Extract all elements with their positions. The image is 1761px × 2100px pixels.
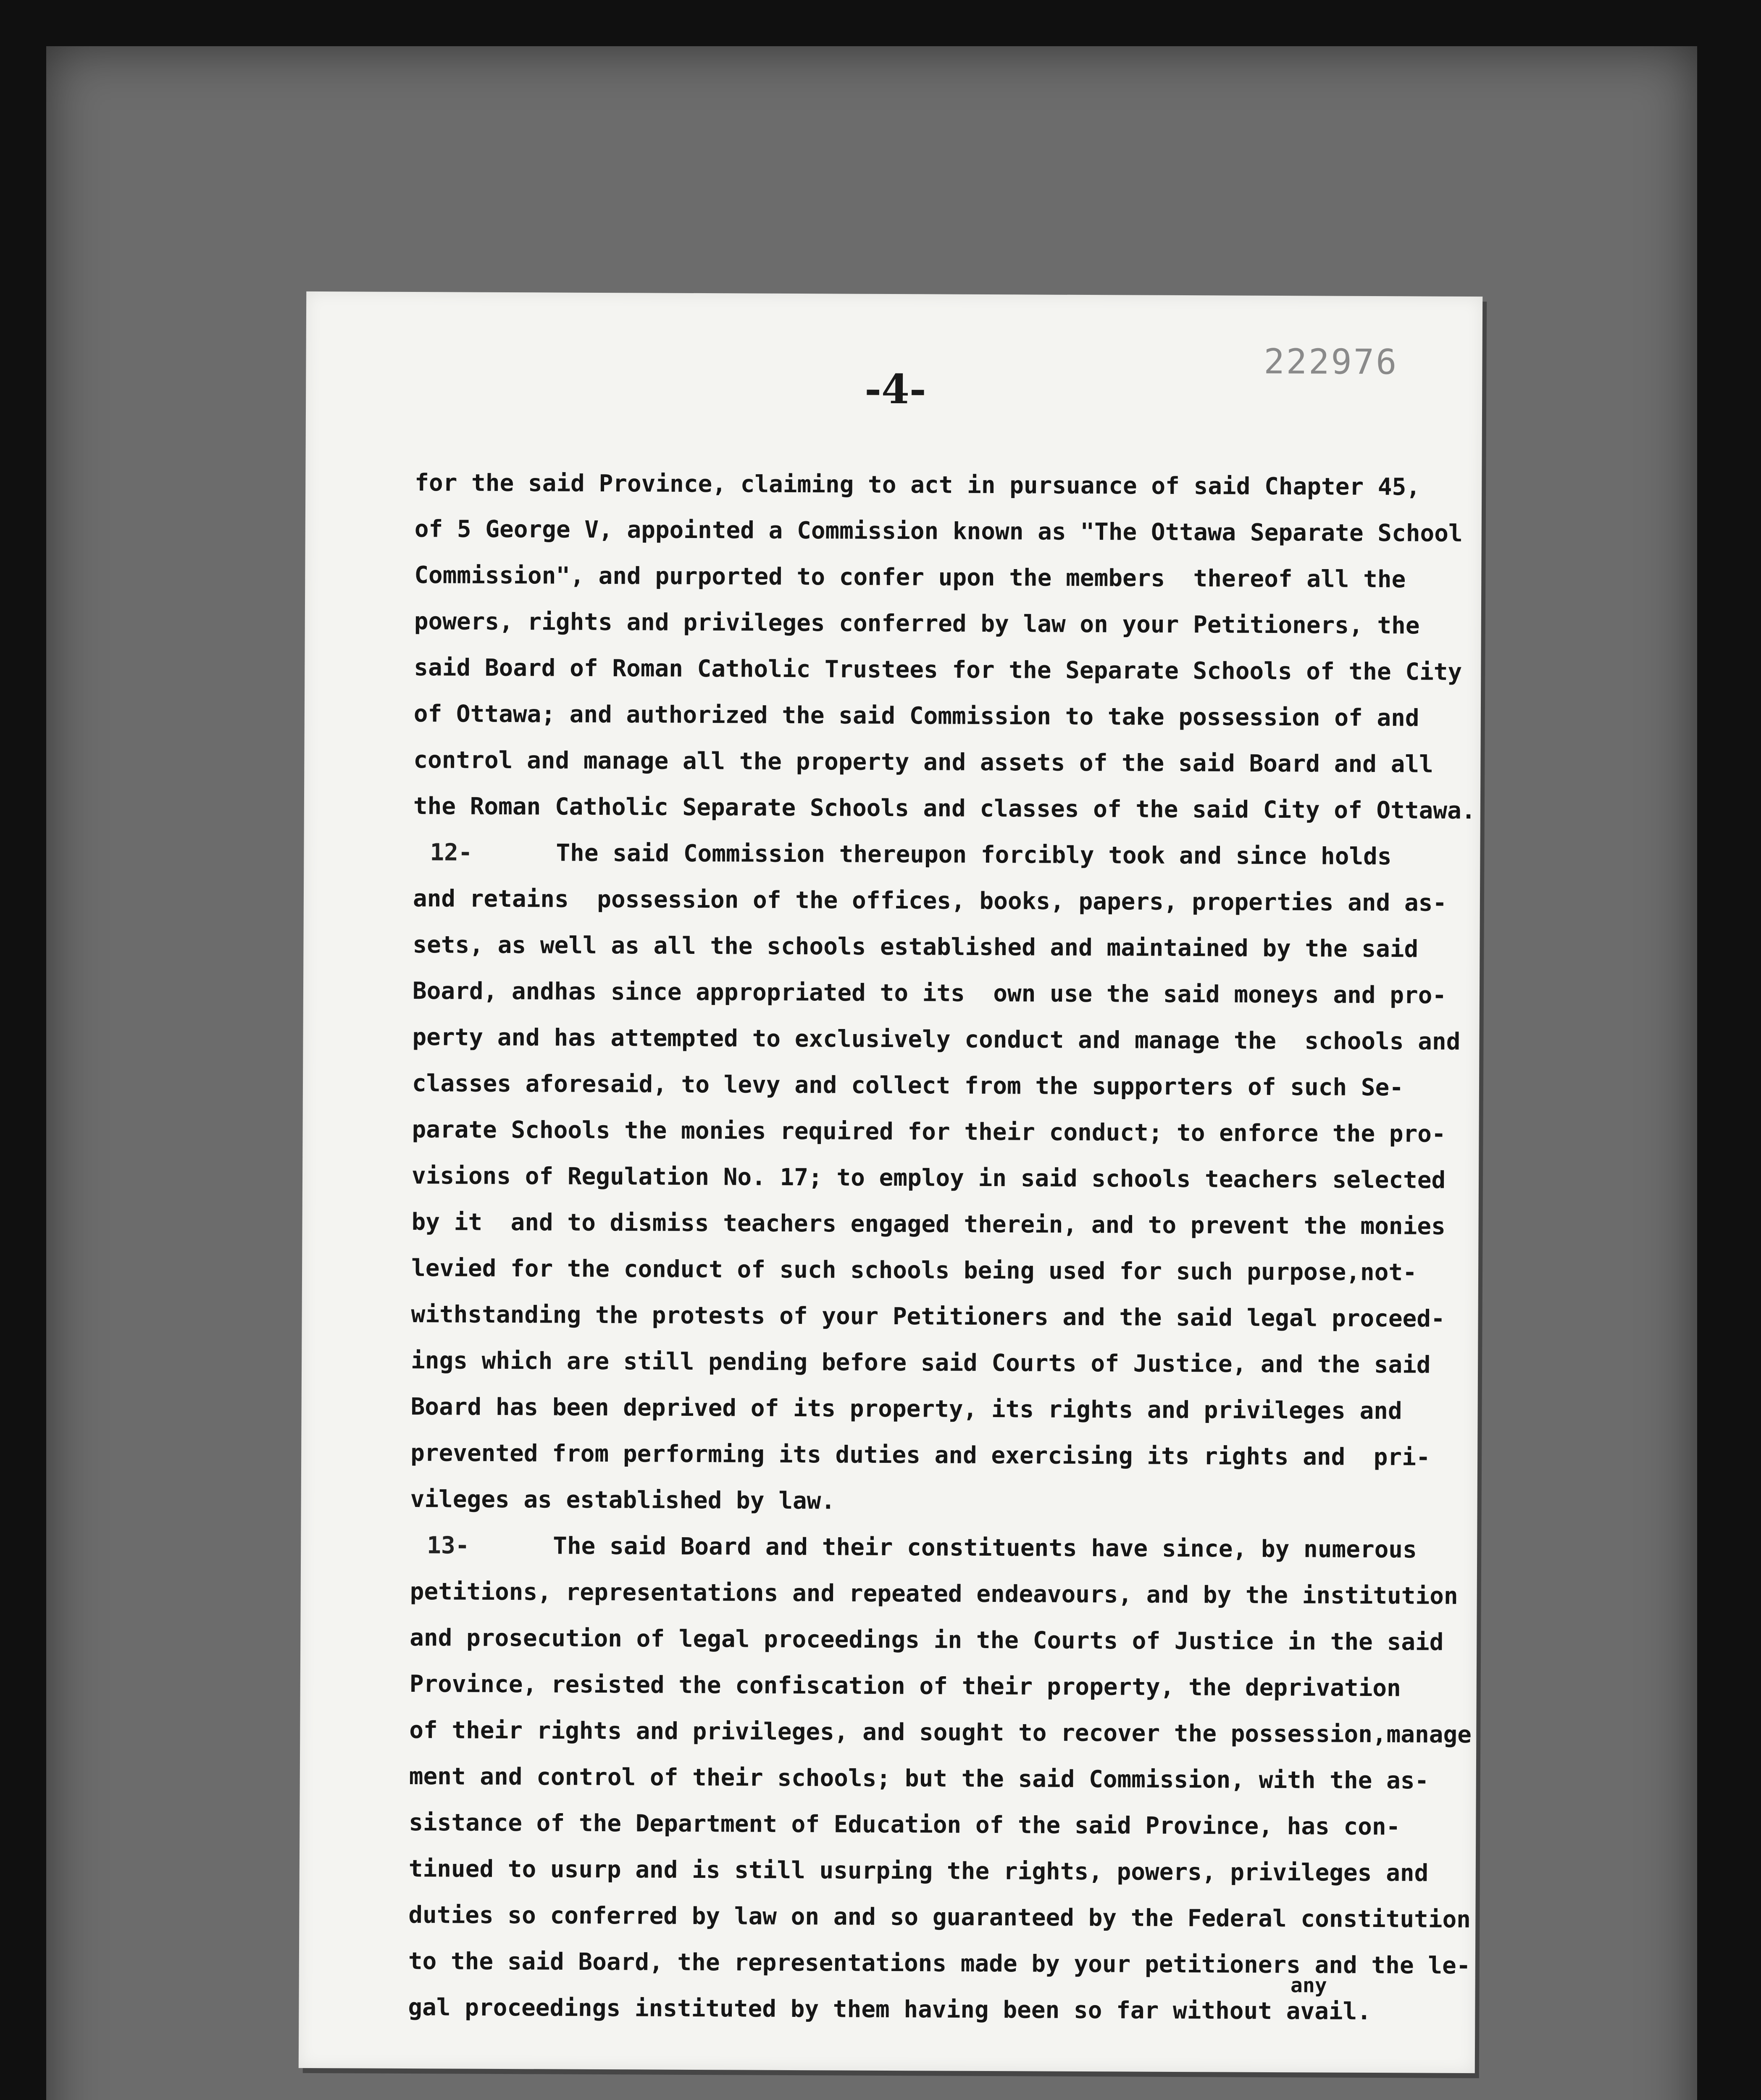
text-line: of Ottawa; and authorized the said Commission to take possession of and (413, 700, 1419, 732)
final-line (408, 1974, 1446, 2035)
text-line: sets, as well as all the schools established and maintained by the said (413, 931, 1419, 963)
page-number: -4- (864, 365, 926, 413)
paragraph-number: 12- (430, 839, 473, 866)
final-line-text: gal proceedings instituted by them having been so far without (408, 1994, 1286, 2025)
inserted-word: any (1290, 1974, 1327, 1998)
paragraph-text: The said Board and their constituents have since, by numerous (553, 1532, 1417, 1564)
text-line: Province, resisted the confiscation of their property, the deprivation (409, 1670, 1401, 1702)
text-line: control and manage all the property and assets of the said Board and all (413, 746, 1433, 778)
text-line: prevented from performing its duties and exercising its rights and pri- (410, 1439, 1430, 1471)
paragraph-number: 13- (427, 1532, 470, 1559)
text-line: visions of Regulation No. 17; to employ in said schools teachers selected (411, 1162, 1446, 1194)
document-page (299, 291, 1482, 2073)
text-line: of 5 George V, appointed a Commission known as "The Ottawa Separate School (414, 515, 1463, 547)
paragraph-12-first-line (413, 830, 1451, 880)
text-line: perty and has attempted to exclusively conduct and manage the schools and (412, 1024, 1461, 1055)
text-line: petitions, representations and repeated endeavours, and by the institution (410, 1578, 1458, 1610)
text-line: ment and control of their schools; but the said Commission, with the as- (409, 1763, 1429, 1795)
text-line: powers, rights and privileges conferred by law on your Petitioners, the (414, 608, 1420, 640)
text-line: the Roman Catholic Separate Schools and classes of the said City of Ottawa. (413, 793, 1476, 825)
final-line-end: avail. (1286, 1998, 1372, 2026)
text-line: Commission", and purported to confer upon the members thereof all the (414, 562, 1406, 593)
text-line: tinued to usurp and is still usurping the rights, powers, privileges and (408, 1855, 1429, 1887)
text-line: levied for the conduct of such schools being used for such purpose,not- (411, 1255, 1417, 1286)
paragraph-text: The said Commission thereupon forcibly took and since holds (556, 839, 1392, 871)
text-line: parate Schools the monies required for their conduct; to enforce the pro- (412, 1116, 1446, 1148)
paragraph-13-first-line (410, 1522, 1448, 1573)
text-line: duties so conferred by law on and so guaranteed by the Federal constitution (408, 1901, 1471, 1934)
text-line: of their rights and privileges, and sought to recover the possession,manage (409, 1717, 1472, 1749)
caret-insertion (1286, 1974, 1372, 2035)
text-line: ings which are still pending before said Courts of Justice, and the said (410, 1347, 1431, 1379)
text-line: Board has been deprived of its property, its rights and privileges and (410, 1393, 1402, 1425)
text-line: and prosecution of legal proceedings in the Courts of Justice in the said (410, 1624, 1444, 1656)
text-line: Board, andhas since appropriated to its own use the said moneys and pro- (412, 977, 1447, 1009)
text-line: said Board of Roman Catholic Trustees for the Separate Schools of the City (414, 654, 1462, 686)
text-line: for the said Province, claiming to act in pursuance of said Chapter 45, (415, 469, 1421, 501)
text-line: and retains possession of the offices, books, papers, properties and as- (413, 885, 1447, 917)
document-body (408, 460, 1476, 2035)
text-line: to the said Board, the representations made by your petitioners and the le- (408, 1948, 1471, 1980)
text-line: withstanding the protests of your Petitioners and the said legal proceed- (411, 1301, 1445, 1333)
text-line: classes aforesaid, to levy and collect from the supporters of such Se- (412, 1070, 1404, 1102)
text-line: vileges as established by law. (410, 1486, 836, 1515)
text-line: sistance of the Department of Education of the said Province, has con- (409, 1809, 1401, 1841)
text-line: by it and to dismiss teachers engaged therein, and to prevent the monies (411, 1208, 1446, 1240)
archive-stamp-number: 222976 (1264, 341, 1398, 383)
